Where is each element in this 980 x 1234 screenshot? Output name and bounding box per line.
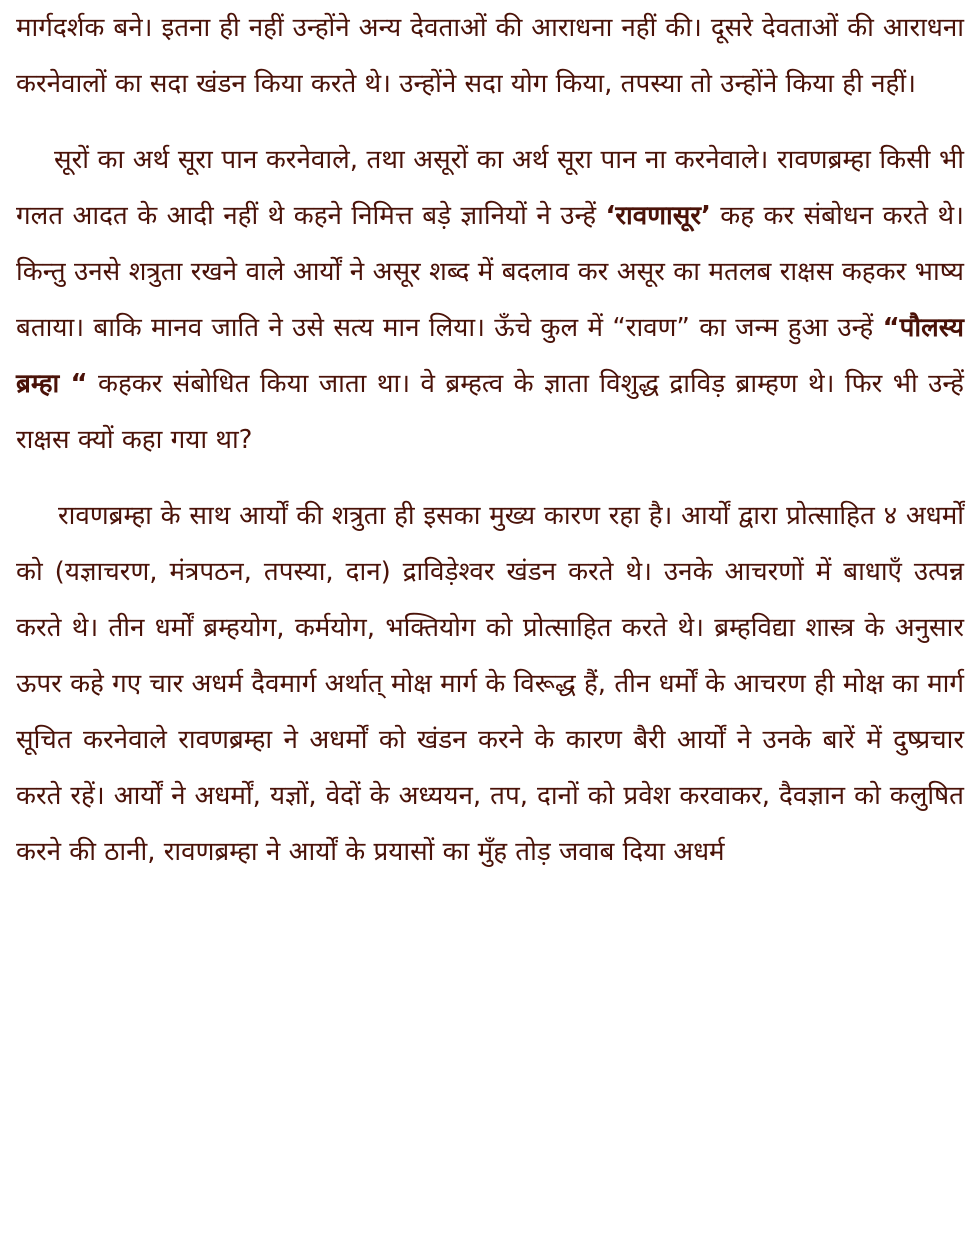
document-page bbox=[16, 0, 964, 880]
bold-term-paulasya-brahma: “पौलस्य ब्रम्हा “ bbox=[16, 313, 964, 399]
paragraph-2 bbox=[16, 132, 964, 468]
bold-term-ravanasur: ‘रावणासूर’ bbox=[605, 201, 711, 231]
paragraph-3: रावणब्रम्हा के साथ आर्यों की शत्रुता ही इसका मुख्य कारण रहा है। आर्यों द्वारा प्रोत्साहित ४ अधर्मों को (यज्ञाचरण, मंत्रपठन, तपस्या, दान) द्राविड़ेश्वर खंडन करते थे। उनके आचरणों में बाधाएँ उत्पन्न करते थे। तीन धर्मों ब्रम्हयोग, कर्मयोग, भक्तियोग को प्रोत्साहित करते थे। ब्रम्हविद्या शास्त्र के अनुसार ऊपर कहे गए चार अधर्म दैवमार्ग अर्थात् मोक्ष मार्ग के विरूद्ध हैं, तीन धर्मों के आचरण ही मोक्ष का मार्ग सूचित करनेवाले रावणब्रम्हा ने अधर्मों को खंडन करने के कारण बैरी आर्यों ने उनके बारें में दुष्प्रचार करते रहें। आर्यों ने अधर्मों, यज्ञों, वेदों के अध्ययन, तप, दानों को प्रवेश करवाकर, दैवज्ञान को कलुषित करने की ठानी, रावणब्रम्हा ने आर्यों के प्रयासों का मुँह तोड़ जवाब दिया अधर्म bbox=[16, 501, 964, 867]
paragraph-1: मार्गदर्शक बने। इतना ही नहीं उन्होंने अन्य देवताओं की आराधना नहीं की। दूसरे देवताओं की आराधना करनेवालों का सदा खंडन किया करते थे। उन्होंने सदा योग किया, तपस्या तो उन्होंने किया ही नहीं। bbox=[16, 13, 964, 99]
paragraph-2-text-1: सूरों का अर्थ सूरा पान करनेवाले, तथा असूरों का अर्थ सूरा पान ना करनेवाले। रावणब्रम्हा किसी भी गलत आदत के आदी नहीं थे कहने निमित्त बड़े ज्ञानियों ने उन्हें bbox=[16, 145, 964, 231]
paragraph-2-text-2: कह कर संबोधन करते थे। किन्तु उनसे शत्रुता रखने वाले आर्यों ने असूर शब्द में बदलाव कर असूर का मतलब राक्षस कहकर भाष्य बताया। बाकि मानव जाति ने उसे सत्य मान लिया। ऊँचे कुल में “रावण” का जन्म हुआ उन्हें bbox=[16, 201, 964, 343]
paragraph-2-text-3: कहकर संबोधित किया जाता था। वे ब्रम्हत्व के ज्ञाता विशुद्ध द्राविड़ ब्राम्हण थे। फिर भी उन्हें राक्षस क्यों कहा गया था? bbox=[16, 369, 964, 455]
